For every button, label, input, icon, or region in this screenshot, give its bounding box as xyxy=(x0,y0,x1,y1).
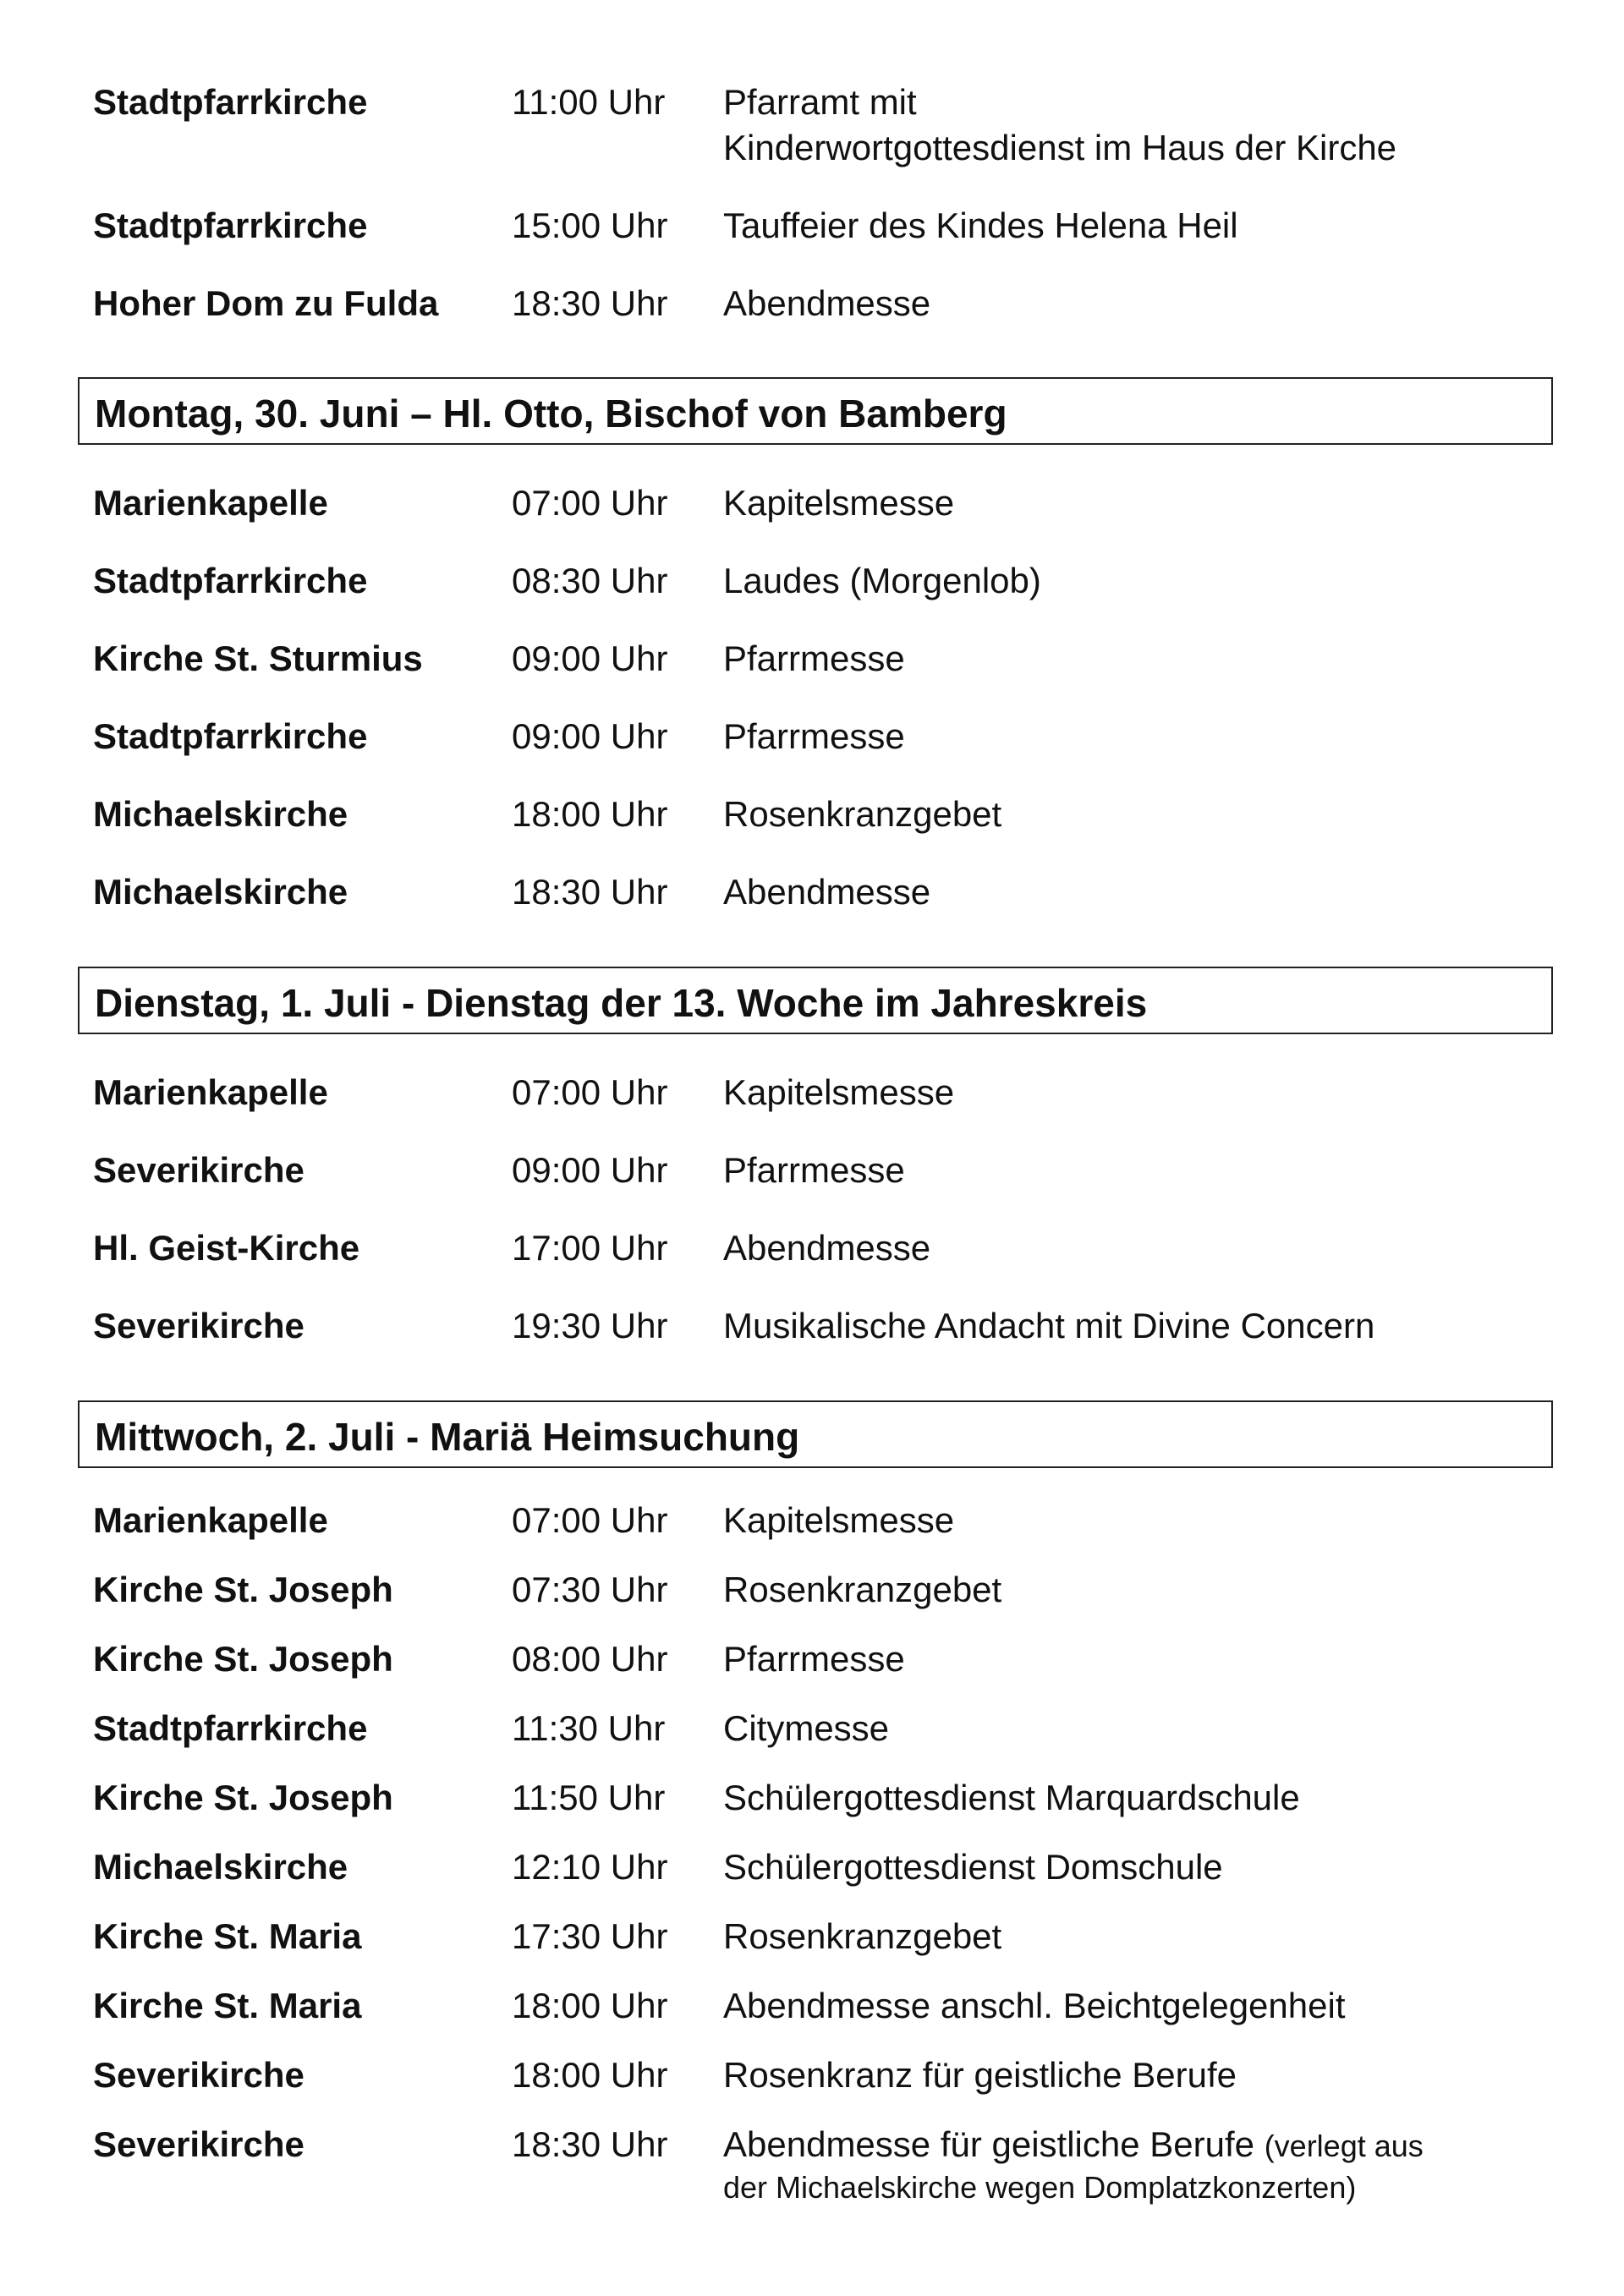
entry-time: 19:30 Uhr xyxy=(512,1306,668,1345)
entry-description: Abendmesse anschl. Beichtgelegenheit xyxy=(723,1986,1346,2025)
entry-time: 18:30 Uhr xyxy=(512,2124,668,2164)
entry-time: 08:30 Uhr xyxy=(512,561,668,600)
entry-note: (verlegt aus xyxy=(1264,2129,1424,2163)
entry-place: Severikirche xyxy=(93,1306,304,1345)
entry-place: Michaelskirche xyxy=(93,794,348,834)
entry-place: Kirche St. Joseph xyxy=(93,1778,393,1817)
entry-time: 07:00 Uhr xyxy=(512,483,668,523)
entry-place: Michaelskirche xyxy=(93,1847,348,1887)
entry-place: Severikirche xyxy=(93,1150,304,1190)
entry-description: Kapitelsmesse xyxy=(723,1500,955,1540)
entry-place: Marienkapelle xyxy=(93,1500,328,1540)
entry-place: Kirche St. Maria xyxy=(93,1986,362,2025)
entry-description: Musikalische Andacht mit Divine Concern xyxy=(723,1306,1375,1345)
entry-time: 11:50 Uhr xyxy=(512,1778,666,1817)
entry-time: 07:00 Uhr xyxy=(512,1072,668,1112)
entry-note-continuation: der Michaelskirche wegen Domplatzkonzerten) xyxy=(723,2170,1357,2205)
entry-time: 17:30 Uhr xyxy=(512,1916,668,1956)
entry-place: Stadtpfarrkirche xyxy=(93,561,368,600)
entry-description: Rosenkranzgebet xyxy=(723,794,1002,834)
entry-place: Stadtpfarrkirche xyxy=(93,82,368,122)
day-header xyxy=(78,377,1553,445)
entry-place: Severikirche xyxy=(93,2124,304,2164)
entry-place: Hoher Dom zu Fulda xyxy=(93,283,439,323)
entry-place: Marienkapelle xyxy=(93,1072,328,1112)
entry-description: Rosenkranz für geistliche Berufe xyxy=(723,2055,1237,2095)
day-title: Montag, 30. Juni – Hl. Otto, Bischof von Bamberg xyxy=(95,392,1007,436)
entry-description-line: Pfarramt mit xyxy=(723,82,917,122)
entry-description: Abendmesse xyxy=(723,872,931,912)
entry-place: Hl. Geist-Kirche xyxy=(93,1228,360,1268)
entry-place: Stadtpfarrkirche xyxy=(93,1708,368,1748)
entry-description xyxy=(723,2122,1548,2206)
day-header xyxy=(78,1400,1553,1468)
entry-description: Pfarrmesse xyxy=(723,1150,905,1190)
entry-place: Kirche St. Joseph xyxy=(93,1639,393,1679)
entry-time: 18:00 Uhr xyxy=(512,2055,668,2095)
entry-time: 09:00 Uhr xyxy=(512,1150,668,1190)
entry-description: Kapitelsmesse xyxy=(723,483,955,523)
entry-description: Pfarrmesse xyxy=(723,638,905,678)
entry-place: Kirche St. Sturmius xyxy=(93,638,423,678)
entry-time: 07:00 Uhr xyxy=(512,1500,668,1540)
entry-time: 11:30 Uhr xyxy=(512,1708,666,1748)
entry-time: 18:30 Uhr xyxy=(512,283,668,323)
entry-time: 17:00 Uhr xyxy=(512,1228,668,1268)
day-title: Dienstag, 1. Juli - Dienstag der 13. Woche im Jahreskreis xyxy=(95,981,1148,1025)
entry-description: Rosenkranzgebet xyxy=(723,1916,1002,1956)
entry-description: Pfarrmesse xyxy=(723,1639,905,1679)
day-title: Mittwoch, 2. Juli - Mariä Heimsuchung xyxy=(95,1415,800,1459)
entry-place: Michaelskirche xyxy=(93,872,348,912)
entry-description-line: Kinderwortgottesdienst im Haus der Kirche xyxy=(723,128,1397,167)
entry-time: 12:10 Uhr xyxy=(512,1847,668,1887)
entry-place: Marienkapelle xyxy=(93,483,328,523)
entry-description-main: Abendmesse für geistliche Berufe xyxy=(723,2124,1255,2164)
day-header xyxy=(78,967,1553,1034)
entry-place: Stadtpfarrkirche xyxy=(93,716,368,756)
entry-time: 18:30 Uhr xyxy=(512,872,668,912)
entry-place: Stadtpfarrkirche xyxy=(93,205,368,245)
entry-time: 09:00 Uhr xyxy=(512,716,668,756)
entry-description: Kapitelsmesse xyxy=(723,1072,955,1112)
entry-time: 09:00 Uhr xyxy=(512,638,668,678)
entry-time: 11:00 Uhr xyxy=(512,82,666,122)
entry-time: 15:00 Uhr xyxy=(512,205,668,245)
entry-description xyxy=(723,79,1548,171)
entry-description: Abendmesse xyxy=(723,283,931,323)
entry-place: Kirche St. Maria xyxy=(93,1916,362,1956)
entry-description: Laudes (Morgenlob) xyxy=(723,561,1041,600)
entry-description: Schülergottesdienst Domschule xyxy=(723,1847,1223,1887)
entry-description: Abendmesse xyxy=(723,1228,931,1268)
entry-description: Tauffeier des Kindes Helena Heil xyxy=(723,205,1238,245)
entry-place: Kirche St. Joseph xyxy=(93,1570,393,1609)
entry-place: Severikirche xyxy=(93,2055,304,2095)
entry-description: Citymesse xyxy=(723,1708,890,1748)
entry-description: Pfarrmesse xyxy=(723,716,905,756)
entry-time: 08:00 Uhr xyxy=(512,1639,668,1679)
entry-description: Schülergottesdienst Marquardschule xyxy=(723,1778,1300,1817)
entry-time: 18:00 Uhr xyxy=(512,1986,668,2025)
entry-description: Rosenkranzgebet xyxy=(723,1570,1002,1609)
entry-time: 18:00 Uhr xyxy=(512,794,668,834)
entry-time: 07:30 Uhr xyxy=(512,1570,668,1609)
